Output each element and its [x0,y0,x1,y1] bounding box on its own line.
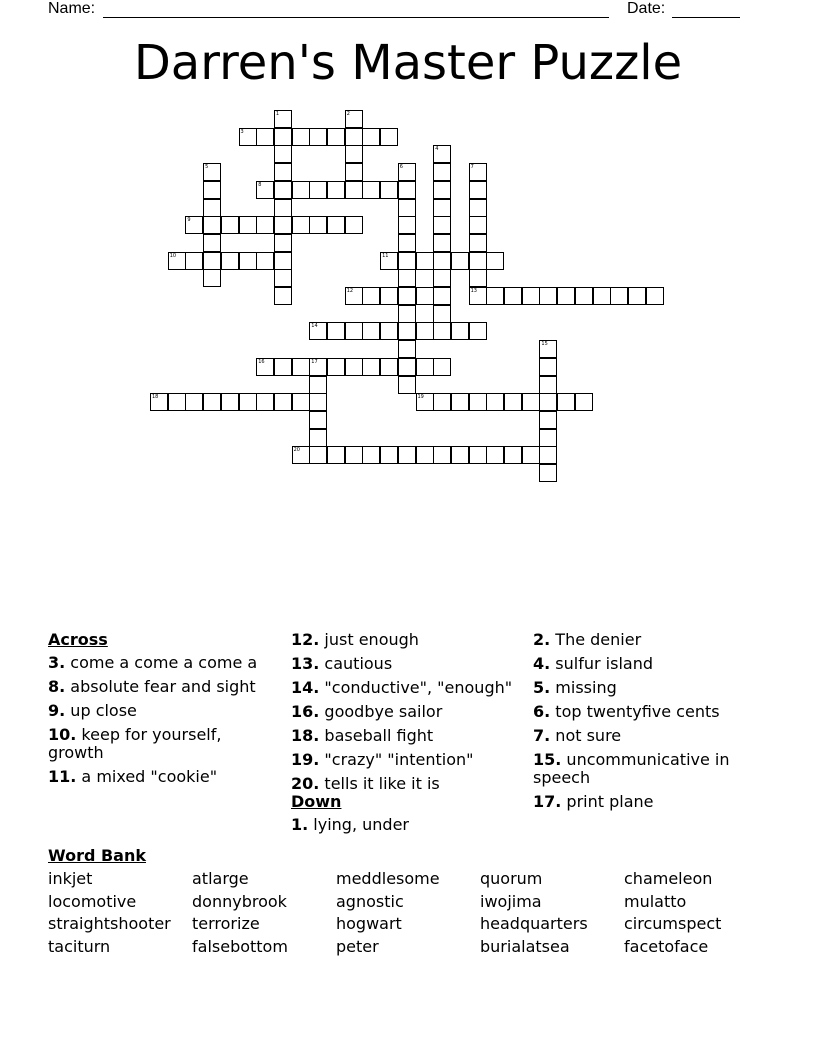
clue [291,631,527,649]
clue-text: baseball fight [319,726,434,745]
grid-cell[interactable] [309,411,327,429]
grid-cell[interactable] [345,358,363,376]
grid-cell[interactable] [256,252,274,270]
clue-number: 11. [48,767,77,786]
clue-column-3 [533,631,773,817]
grid-cell[interactable] [292,128,310,146]
grid-cell[interactable] [469,216,487,234]
grid-cell[interactable] [539,358,557,376]
clue-number: 16. [291,702,320,721]
word-bank-word: agnostic [336,891,404,911]
cell-number: 20 [293,447,300,454]
grid-cell[interactable] [522,446,540,464]
clue-column-1 [48,631,274,792]
date-blank[interactable] [672,17,740,18]
grid-cell[interactable] [327,446,345,464]
cell-number: 1 [275,111,280,117]
clue-text: tells it like it is [319,774,440,793]
grid-cell[interactable] [345,110,363,128]
grid-cell[interactable] [309,358,327,376]
grid-cell[interactable] [398,199,416,217]
grid-cell[interactable] [469,199,487,217]
word-bank-word: donnybrook [192,891,287,911]
grid-cell[interactable] [610,287,628,305]
grid-cell[interactable] [274,199,292,217]
grid-cell[interactable] [274,128,292,146]
grid-cell[interactable] [398,376,416,394]
clue-text: "conductive", "enough" [319,678,513,697]
grid-cell[interactable] [398,269,416,287]
word-bank-word: peter [336,936,379,956]
grid-cell[interactable] [274,358,292,376]
grid-cell[interactable] [539,411,557,429]
word-bank-word: iwojima [480,891,542,911]
clue-text: lying, under [308,815,409,834]
grid-cell[interactable] [433,287,451,305]
word-bank-word: straightshooter [48,914,171,933]
cell-number: 18 [152,394,159,401]
clue [291,816,527,834]
clue-number: 13. [291,654,320,673]
grid-cell[interactable] [486,393,504,411]
grid-cell[interactable] [504,287,522,305]
cell-number: 6 [399,164,403,171]
grid-cell[interactable] [469,446,487,464]
cell-number: 11 [382,252,389,259]
grid-cell[interactable] [398,234,416,252]
grid-cell[interactable] [256,181,274,199]
clue-text: top twentyfive cents [550,702,720,721]
clue-number: 14. [291,678,320,697]
grid-cell[interactable] [274,234,292,252]
clue [291,751,527,769]
grid-cell[interactable] [539,464,557,482]
clue [48,726,274,762]
grid-cell[interactable] [398,322,416,340]
word-bank-word: meddlesome [336,869,440,888]
grid-cell[interactable] [380,128,398,146]
grid-cell[interactable] [274,269,292,287]
clue-column-2 [291,631,527,840]
grid-cell[interactable] [539,287,557,305]
grid-cell[interactable] [309,181,327,199]
grid-cell[interactable] [256,358,274,376]
grid-cell[interactable] [185,252,203,270]
grid-cell[interactable] [469,393,487,411]
grid-cell[interactable] [522,287,540,305]
grid-cell[interactable] [451,393,469,411]
grid-cell[interactable] [327,181,345,199]
cell-number: 9 [187,217,191,224]
word-bank-word: circumspect [624,914,722,933]
word-bank-word: locomotive [48,891,137,911]
down-clues-3 [533,631,773,811]
clue [533,793,773,811]
grid-cell[interactable] [345,145,363,163]
grid-cell[interactable] [239,252,257,270]
grid-cell[interactable] [416,446,434,464]
grid-cell[interactable] [469,252,487,270]
grid-cell[interactable] [327,358,345,376]
grid-cell[interactable] [557,287,575,305]
grid-cell[interactable] [203,269,221,287]
cell-number: 14 [311,323,318,330]
clue-text: just enough [319,630,419,649]
grid-cell[interactable] [327,322,345,340]
cell-number: 12 [346,288,354,294]
clue-text: absolute fear and sight [65,677,256,696]
grid-cell[interactable] [309,322,327,340]
grid-cell[interactable] [469,322,487,340]
grid-cell[interactable] [380,287,398,305]
grid-cell[interactable] [309,216,327,234]
across-clues-1 [48,654,274,786]
grid-cell[interactable] [486,287,504,305]
grid-cell[interactable] [416,287,434,305]
grid-cell[interactable] [168,252,186,270]
grid-cell[interactable] [256,216,274,234]
grid-cell[interactable] [221,393,239,411]
grid-cell[interactable] [486,252,504,270]
clue-number: 6. [533,702,551,721]
clue-text: cautious [319,654,393,673]
grid-cell[interactable] [433,393,451,411]
cell-number: 7 [470,164,474,171]
grid-cell[interactable] [416,252,434,270]
clue-text: sulfur island [550,654,653,673]
clue [533,679,773,697]
clue-number: 5. [533,678,551,697]
grid-cell[interactable] [433,181,451,199]
grid-cell[interactable] [345,322,363,340]
grid-cell[interactable] [362,358,380,376]
clue-number: 3. [48,653,66,672]
grid-cell[interactable] [416,322,434,340]
grid-cell[interactable] [522,393,540,411]
name-blank[interactable] [103,17,609,18]
grid-cell[interactable] [150,393,168,411]
clue [48,654,274,672]
grid-cell[interactable] [309,429,327,447]
cell-number: 13 [470,288,477,294]
grid-cell[interactable] [292,216,310,234]
clue-text: keep for yourself, growth [48,725,222,762]
grid-cell[interactable] [575,393,593,411]
grid-cell[interactable] [646,287,664,305]
clue [291,655,527,673]
clue [291,679,527,697]
grid-cell[interactable] [433,145,451,163]
across-clues-2 [291,631,527,793]
clue-text: missing [550,678,617,697]
clue-number: 15. [533,750,562,769]
clue-number: 7. [533,726,551,745]
cell-number: 8 [258,181,262,188]
word-bank-word: quorum [480,869,543,888]
grid-cell[interactable] [274,110,292,128]
grid-cell[interactable] [274,181,292,199]
grid-cell[interactable] [256,393,274,411]
clue-number: 19. [291,750,320,769]
grid-cell[interactable] [239,216,257,234]
word-bank-word: inkjet [48,869,93,888]
grid-cell[interactable] [362,128,380,146]
grid-cell[interactable] [185,216,203,234]
grid-cell[interactable] [628,287,646,305]
cell-number: 17 [311,358,318,365]
grid-cell[interactable] [539,446,557,464]
grid-cell[interactable] [433,305,451,323]
word-bank-word: hogwart [336,914,402,933]
grid-cell[interactable] [362,287,380,305]
grid-cell[interactable] [433,216,451,234]
clue-text: The denier [550,630,642,649]
grid-cell[interactable] [398,287,416,305]
grid-cell[interactable] [433,163,451,181]
clue-text: a mixed "cookie" [76,767,218,786]
word-bank-header: Word Bank [48,846,147,865]
grid-cell[interactable] [416,358,434,376]
word-bank-word: chameleon [624,869,713,888]
grid-cell[interactable] [398,358,416,376]
grid-cell[interactable] [398,252,416,270]
clue-text: uncommunicative in speech [533,750,730,787]
clue-number: 1. [291,815,309,834]
grid-cell[interactable] [398,181,416,199]
grid-cell[interactable] [433,322,451,340]
grid-cell[interactable] [362,322,380,340]
cell-number: 2 [346,111,350,117]
grid-cell[interactable] [433,446,451,464]
grid-cell[interactable] [203,252,221,270]
grid-cell[interactable] [345,216,363,234]
grid-cell[interactable] [398,446,416,464]
grid-cell[interactable] [309,128,327,146]
word-bank-word: burialatsea [480,936,570,956]
clue [291,775,527,793]
grid-cell[interactable] [469,234,487,252]
grid-cell[interactable] [469,163,487,181]
grid-cell[interactable] [557,393,575,411]
word-bank-word: terrorize [192,914,260,933]
grid-cell[interactable] [185,393,203,411]
grid-cell[interactable] [362,181,380,199]
grid-cell[interactable] [539,340,557,358]
grid-cell[interactable] [274,287,292,305]
clue [533,703,773,721]
grid-cell[interactable] [274,252,292,270]
grid-cell[interactable] [398,163,416,181]
grid-cell[interactable] [575,287,593,305]
name-label: Name: [48,0,96,17]
grid-cell[interactable] [539,376,557,394]
clue-number: 8. [48,677,66,696]
grid-cell[interactable] [221,216,239,234]
grid-cell[interactable] [292,358,310,376]
clue [48,678,274,696]
grid-cell[interactable] [362,446,380,464]
grid-cell[interactable] [486,446,504,464]
clue-number: 4. [533,654,551,673]
word-bank-word: taciturn [48,936,111,956]
clue-text: goodbye sailor [319,702,443,721]
grid-cell[interactable] [469,287,487,305]
grid-cell[interactable] [239,128,257,146]
word-bank-word: mulatto [624,891,687,911]
cell-number: 19 [417,394,424,401]
word-bank-word: falsebottom [192,936,288,956]
grid-cell[interactable] [539,393,557,411]
clue [48,768,274,786]
clue-number: 12. [291,630,320,649]
grid-cell[interactable] [433,199,451,217]
grid-cell[interactable] [416,393,434,411]
cell-number: 15 [541,341,548,348]
grid-cell[interactable] [469,269,487,287]
grid-cell[interactable] [433,269,451,287]
clue-number: 18. [291,726,320,745]
grid-cell[interactable] [380,358,398,376]
grid-cell[interactable] [433,358,451,376]
grid-cell[interactable] [593,287,611,305]
clue [533,631,773,649]
down-clues-2 [291,816,527,834]
name-date-line [48,0,748,20]
clue-text: up close [65,701,137,720]
cell-number: 5 [205,164,209,171]
word-bank-word: headquarters [480,914,588,933]
clue-text: not sure [550,726,622,745]
grid-cell[interactable] [504,446,522,464]
across-header: Across [48,630,108,649]
clue-number: 9. [48,701,66,720]
grid-cell[interactable] [309,446,327,464]
grid-cell[interactable] [203,181,221,199]
grid-cell[interactable] [168,393,186,411]
grid-cell[interactable] [309,376,327,394]
grid-cell[interactable] [292,393,310,411]
word-bank-word: atlarge [192,869,249,888]
grid-cell[interactable] [274,216,292,234]
clue-text: come a come a come a [65,653,258,672]
clue [533,727,773,745]
date-label: Date: [627,0,666,17]
grid-cell[interactable] [380,252,398,270]
cell-number: 10 [169,252,177,259]
grid-cell[interactable] [309,393,327,411]
grid-cell[interactable] [539,429,557,447]
down-header: Down [291,792,342,811]
grid-cell[interactable] [274,163,292,181]
clue [291,727,527,745]
clue [533,751,773,787]
grid-cell[interactable] [256,128,274,146]
grid-cell[interactable] [345,446,363,464]
grid-cell[interactable] [345,287,363,305]
grid-cell[interactable] [398,305,416,323]
grid-cell[interactable] [345,181,363,199]
grid-cell[interactable] [221,252,239,270]
clue [533,655,773,673]
clue [291,703,527,721]
grid-cell[interactable] [239,393,257,411]
clue-number: 17. [533,792,562,811]
grid-cell[interactable] [433,234,451,252]
grid-cell[interactable] [345,163,363,181]
clue-number: 2. [533,630,551,649]
grid-cell[interactable] [433,252,451,270]
clue-number: 20. [291,774,320,793]
word-bank-word: facetoface [624,936,709,956]
grid-cell[interactable] [274,145,292,163]
grid-cell[interactable] [345,128,363,146]
cell-number: 16 [258,358,265,365]
grid-cell[interactable] [203,199,221,217]
cell-number: 3 [240,128,244,135]
grid-cell[interactable] [398,340,416,358]
grid-cell[interactable] [203,163,221,181]
grid-cell[interactable] [203,234,221,252]
grid-cell[interactable] [327,128,345,146]
grid-cell[interactable] [292,446,310,464]
grid-cell[interactable] [398,216,416,234]
cell-number: 4 [435,146,439,153]
grid-cell[interactable] [292,181,310,199]
clue-text: "crazy" "intention" [319,750,474,769]
grid-cell[interactable] [469,181,487,199]
clue-text: print plane [561,792,654,811]
puzzle-title: Darren's Master Puzzle [133,35,683,91]
grid-cell[interactable] [327,216,345,234]
grid-cell[interactable] [380,322,398,340]
grid-cell[interactable] [451,252,469,270]
clue-number: 10. [48,725,77,744]
grid-cell[interactable] [504,393,522,411]
grid-cell[interactable] [203,393,221,411]
grid-cell[interactable] [274,393,292,411]
grid-cell[interactable] [203,216,221,234]
grid-cell[interactable] [380,446,398,464]
clue [48,702,274,720]
grid-cell[interactable] [380,181,398,199]
grid-cell[interactable] [451,322,469,340]
grid-cell[interactable] [451,446,469,464]
